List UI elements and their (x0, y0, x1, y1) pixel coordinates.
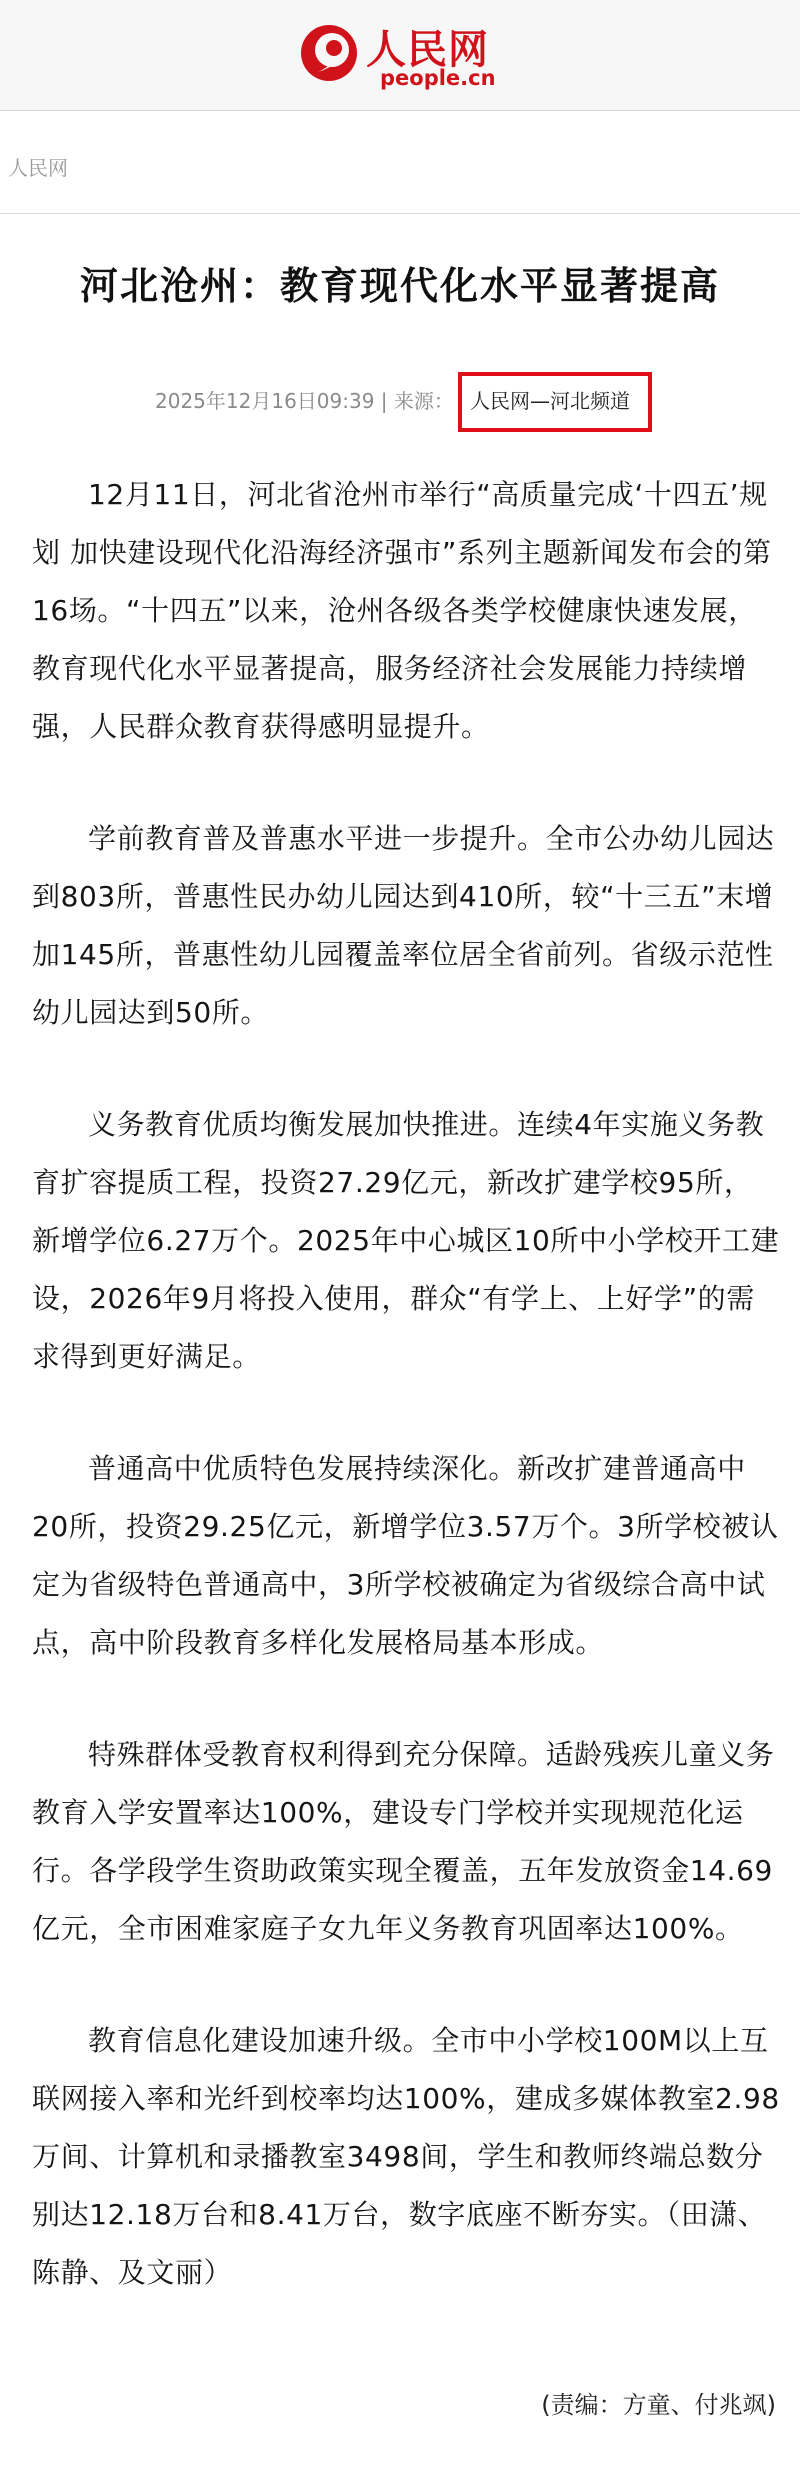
site-header (0, 0, 800, 111)
people-cn-logo[interactable] (296, 14, 506, 98)
article-paragraph: 学前教育普及普惠水平进一步提升。全市公办幼儿园达到803所，普惠性民办幼儿园达到410所，较“十三五”末增加145所，普惠性幼儿园覆盖率位居全省前列。省级示范性幼儿园达到50所。 (32, 822, 775, 1029)
divider (0, 213, 800, 214)
article-paragraph: 12月11日，河北省沧州市举行“高质量完成‘十四五’规划 加快建设现代化沿海经济强市”系列主题新闻发布会的第16场。“十四五”以来，沧州各级各类学校健康快速发展，教育现代化水平显著提高，服务经济社会发展能力持续增强，人民群众教育获得感明显提升。 (32, 478, 772, 743)
editor-credit: (责编：方童、付兆飒) (541, 2391, 776, 2419)
article-paragraph: 普通高中优质特色发展持续深化。新改扩建普通高中20所，投资29.25亿元，新增学位3.57万个。3所学校被认定为省级特色普通高中，3所学校被确定为省级综合高中试点，高中阶段教育多样化发展格局基本形成。 (32, 1452, 779, 1659)
logo-chinese-text: 人民网 (366, 26, 489, 73)
publish-time-and-source-label: 2025年12月16日09:39 | 来源： (155, 389, 454, 413)
article-source-link[interactable]: 人民网—河北频道 (470, 389, 630, 413)
article-paragraph: 义务教育优质均衡发展加快推进。连续4年实施义务教育扩容提质工程，投资27.29亿元，新改扩建学校95所，新增学位6.27万个。2025年中心城区10所中小学校开工建设，2026年9月将投入使用，群众“有学上、上好学”的需求得到更好满足。 (32, 1108, 780, 1373)
article-title: 河北沧州：教育现代化水平显著提高 (79, 264, 720, 308)
people-logo-icon (296, 20, 362, 86)
article-paragraph: 特殊群体受教育权利得到充分保障。适龄残疾儿童义务教育入学安置率达100%，建设专门学校并实现规范化运行。各学段学生资助政策实现全覆盖，五年发放资金14.69亿元，全市困难家庭子女九年义务教育巩固率达100%。 (32, 1738, 775, 1945)
article-paragraph: 教育信息化建设加速升级。全市中小学校100M以上互联网接入率和光纤到校率均达100%，建成多媒体教室2.98万间、计算机和录播教室3498间，学生和教师终端总数分别达12.18万台和8.41万台，数字底座不断夯实。（田潇、陈静、及文丽） (32, 2024, 780, 2289)
site-breadcrumb[interactable]: 人民网 (8, 156, 68, 180)
site-breadcrumb-bar (0, 138, 800, 198)
logo-english-text: people.cn (380, 66, 496, 90)
article-meta (155, 385, 454, 417)
